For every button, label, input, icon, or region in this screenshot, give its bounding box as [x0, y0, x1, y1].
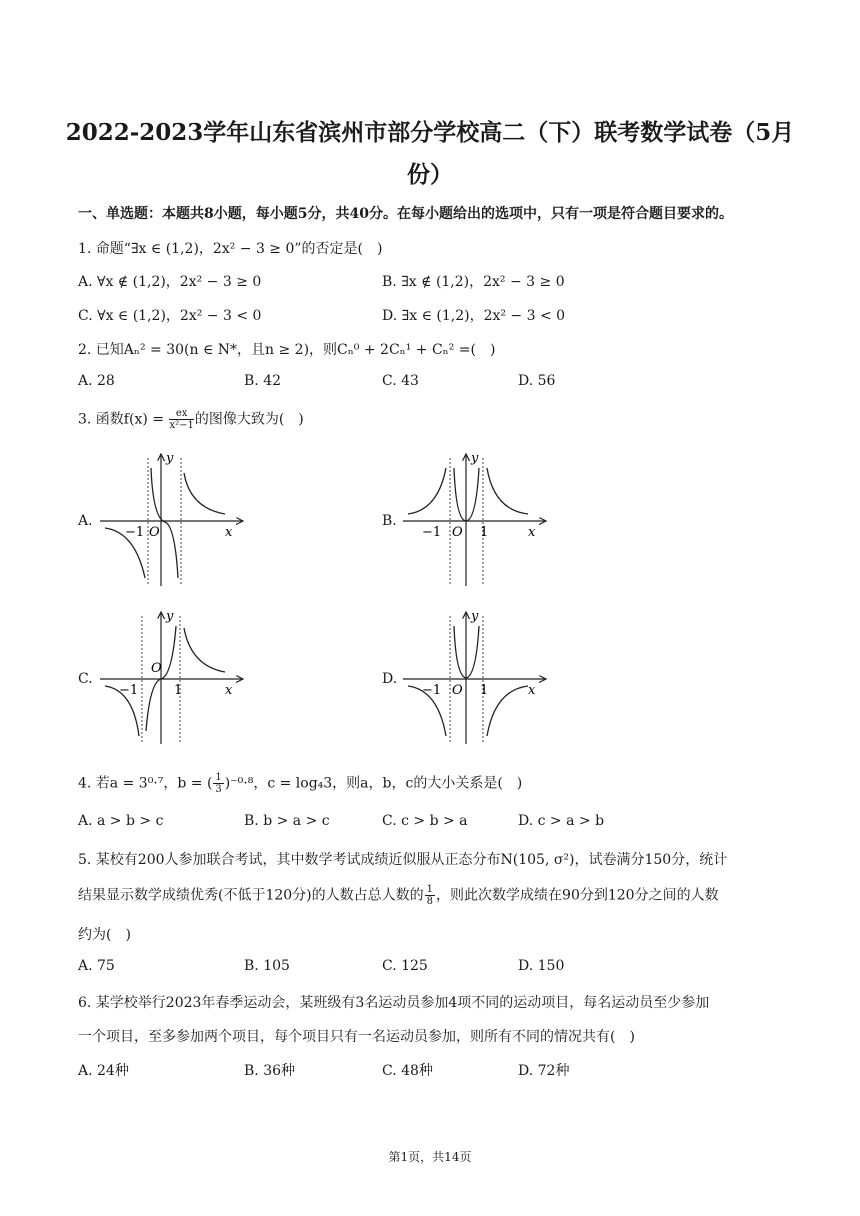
- q5-option-a: A. 75: [78, 958, 115, 974]
- q3-option-b-label: B.: [382, 513, 397, 529]
- q3-graph-a: [95, 448, 255, 588]
- q5-fraction-numerator: 1: [426, 884, 434, 895]
- curve-branch-right: [184, 628, 225, 672]
- q2-option-d: D. 56: [518, 373, 556, 389]
- q6-option-c: C. 48种: [382, 1063, 433, 1079]
- origin-label: O: [151, 661, 162, 676]
- q3-graph-b: [398, 448, 558, 588]
- curve-branch-right: [487, 468, 528, 514]
- q4-option-d: D. c > a > b: [518, 813, 605, 829]
- axis-y-label: y: [471, 451, 479, 466]
- q5-option-b: B. 105: [244, 958, 290, 974]
- origin-label: O: [452, 525, 463, 540]
- q3-fraction-numerator: ex: [169, 408, 193, 420]
- q3-option-d-label: D.: [382, 671, 398, 687]
- q4-fraction-denominator: 3: [215, 784, 222, 795]
- q3-graph-c: [95, 606, 255, 746]
- q4-option-b: B. b > a > c: [244, 813, 330, 829]
- origin-label: O: [149, 525, 160, 540]
- question-6-line-2: 一个项目，至多参加两个项目，每个项目只有一名运动员参加，则所有不同的情况共有( ): [78, 1029, 635, 1045]
- paper-title: 2022-2023学年山东省滨州市部分学校高二（下）联考数学试卷（5月份）: [65, 119, 795, 188]
- q6-option-b: B. 36种: [244, 1063, 296, 1079]
- axis-x-label: x: [528, 683, 536, 698]
- q4-option-c: C. c > b > a: [382, 813, 468, 829]
- q3-fraction: [169, 408, 193, 431]
- q3-graph-d: [398, 606, 558, 746]
- axis-x-label: x: [225, 683, 233, 698]
- tick-one: 1: [480, 683, 489, 698]
- question-1-stem: 1. 命题“∃x ∈ (1,2)，2x² − 3 ≥ 0”的否定是( ): [78, 241, 383, 257]
- q2-option-c: C. 43: [382, 373, 419, 389]
- question-5-line-3: 约为( ): [78, 927, 131, 943]
- section-heading: 一、单选题：本题共8小题，每小题5分，共40分。在每小题给出的选项中，只有一项是符合题目要求的。: [78, 206, 733, 222]
- question-2-stem: 2. 已知Aₙ² = 30(n ∈ N*，且n ≥ 2)，则Cₙ⁰ + 2Cₙ¹ + Cₙ² =( ): [78, 342, 496, 358]
- question-6-line-1: 6. 某学校举行2023年春季运动会，某班级有3名运动员参加4项不同的运动项目，每名运动员至少参加: [78, 995, 710, 1011]
- curve-branch-right: [184, 473, 225, 514]
- q5-fraction: [425, 884, 435, 907]
- axis-y-label: y: [166, 609, 174, 624]
- axis-y-label: y: [166, 451, 174, 466]
- q4-fraction: [213, 772, 223, 795]
- q4-option-a: A. a > b > c: [78, 813, 164, 829]
- curve-branch-left: [408, 468, 446, 514]
- q3-option-a-label: A.: [78, 513, 93, 529]
- q1-option-c: C. ∀x ∈ (1,2)，2x² − 3 < 0: [78, 308, 262, 324]
- tick-neg-one: −1: [125, 525, 145, 540]
- q4-fraction-numerator: 1: [215, 772, 222, 783]
- question-5-line-2: [78, 884, 719, 907]
- question-3-stem: [78, 408, 304, 431]
- axis-x-label: x: [225, 525, 233, 540]
- tick-neg-one: −1: [119, 683, 139, 698]
- q5-line2-suffix: ，则此次数学成绩在90分到120分之间的人数: [436, 887, 719, 904]
- tick-neg-one: −1: [422, 683, 442, 698]
- tick-one: 1: [174, 683, 183, 698]
- axis-y-label: y: [471, 609, 479, 624]
- q5-option-d: D. 150: [518, 958, 565, 974]
- q3-fraction-denominator: x²−1: [169, 420, 194, 431]
- curve-branch-right: [487, 686, 528, 736]
- q3-option-c-label: C.: [78, 671, 93, 687]
- curve-branch-middle: [151, 468, 178, 578]
- q6-option-a: A. 24种: [78, 1063, 129, 1079]
- q5-fraction-denominator: 8: [426, 896, 434, 907]
- q1-option-a: A. ∀x ∉ (1,2)，2x² − 3 ≥ 0: [78, 274, 262, 290]
- q2-option-b: B. 42: [244, 373, 282, 389]
- q1-option-d: D. ∃x ∈ (1,2)，2x² − 3 < 0: [382, 308, 566, 324]
- q5-option-c: C. 125: [382, 958, 428, 974]
- tick-neg-one: −1: [422, 525, 442, 540]
- question-4-stem: [78, 772, 522, 795]
- q4-stem-prefix: 4. 若a = 3⁰·⁷，b = (: [78, 775, 213, 792]
- q6-option-d: D. 72种: [518, 1063, 570, 1079]
- q3-stem-prefix: 3. 函数f(x) =: [78, 411, 169, 428]
- q4-stem-suffix: )⁻⁰·⁸，c = log₄3，则a，b，c的大小关系是( ): [224, 775, 523, 792]
- q2-option-a: A. 28: [78, 373, 115, 389]
- tick-one: 1: [480, 525, 489, 540]
- page-footer: 第1页，共14页: [388, 1150, 472, 1164]
- q1-option-b: B. ∃x ∉ (1,2)，2x² − 3 ≥ 0: [382, 274, 565, 290]
- q3-stem-suffix: 的图像大致为( ): [194, 411, 304, 428]
- q5-line2-prefix: 结果显示数学成绩优秀(不低于120分)的人数占总人数的: [78, 887, 424, 904]
- question-5-line-1: 5. 某校有200人参加联合考试，其中数学考试成绩近似服从正态分布N(105, σ²)，试卷满分150分，统计: [78, 852, 728, 868]
- axis-x-label: x: [528, 525, 536, 540]
- origin-label: O: [452, 683, 463, 698]
